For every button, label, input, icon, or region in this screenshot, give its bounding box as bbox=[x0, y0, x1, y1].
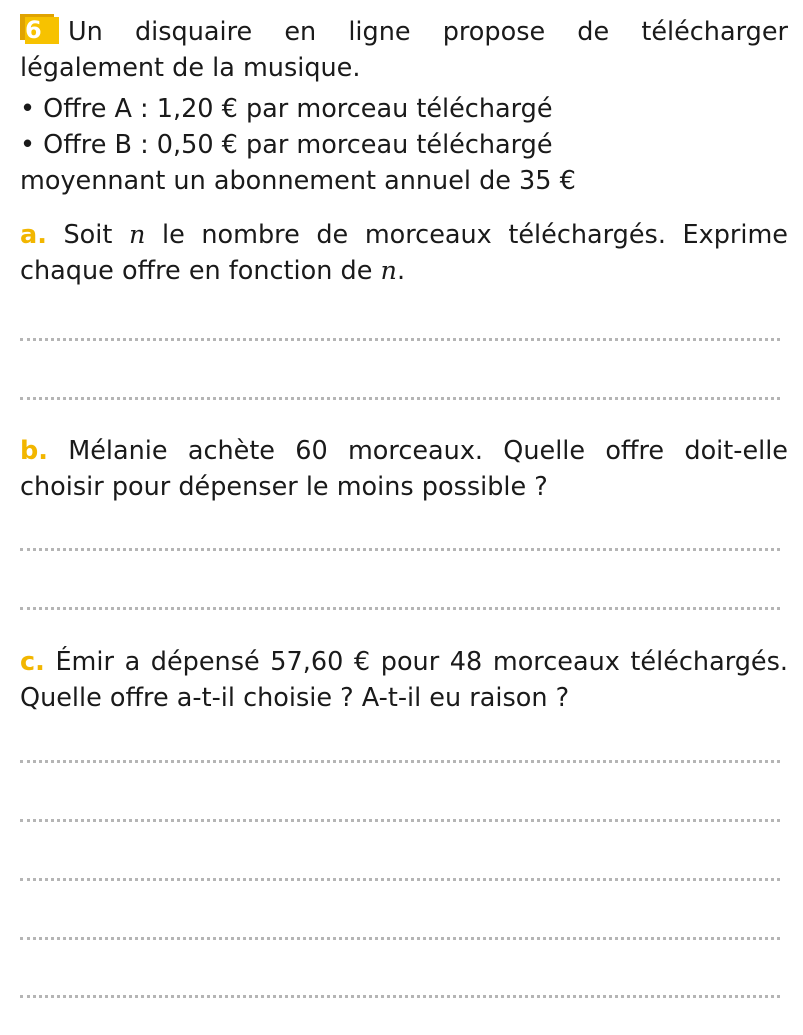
exercise-number: 6 bbox=[25, 17, 59, 44]
question-a-text-middle: le nombre de morceaux téléchargés. Exprime chaque offre en fonction de bbox=[20, 220, 788, 286]
question-a-text-end: . bbox=[396, 256, 406, 286]
question-b bbox=[20, 433, 788, 505]
answer-line[interactable] bbox=[20, 937, 780, 940]
exercise-number-badge bbox=[20, 14, 60, 44]
question-b-letter: b. bbox=[20, 436, 48, 466]
answer-line[interactable] bbox=[20, 548, 780, 551]
exercise-intro bbox=[20, 14, 788, 86]
question-a-letter: a. bbox=[20, 220, 47, 250]
answer-line[interactable] bbox=[20, 607, 780, 610]
answer-line[interactable] bbox=[20, 819, 780, 822]
answer-line[interactable] bbox=[20, 397, 780, 400]
offer-b-continuation: moyennant un abonnement annuel de 35 € bbox=[20, 166, 576, 196]
question-a bbox=[20, 217, 788, 289]
question-a-variable-end: n bbox=[380, 256, 397, 286]
offer-b: • Offre B : 0,50 € par morceau téléchargé bbox=[20, 130, 553, 160]
question-a-variable: n bbox=[128, 220, 146, 250]
question-c-text: Émir a dépensé 57,60 € pour 48 morceaux téléchargés. Quelle offre a-t-il choisie ? A-t-il eu raison ? bbox=[20, 647, 788, 713]
question-c-letter: c. bbox=[20, 647, 45, 677]
answer-line[interactable] bbox=[20, 338, 780, 341]
answer-line[interactable] bbox=[20, 760, 780, 763]
offer-a: • Offre A : 1,20 € par morceau téléchargé bbox=[20, 94, 553, 124]
question-c bbox=[20, 644, 788, 716]
intro-text: Un disquaire en ligne propose de télécharger légalement de la musique. bbox=[20, 17, 788, 83]
answer-line[interactable] bbox=[20, 878, 780, 881]
question-b-text: Mélanie achète 60 morceaux. Quelle offre doit-elle choisir pour dépenser le moins possible ? bbox=[20, 436, 788, 502]
question-a-text-start: Soit bbox=[63, 220, 113, 250]
offers-list bbox=[20, 91, 788, 199]
answer-line[interactable] bbox=[20, 995, 780, 998]
